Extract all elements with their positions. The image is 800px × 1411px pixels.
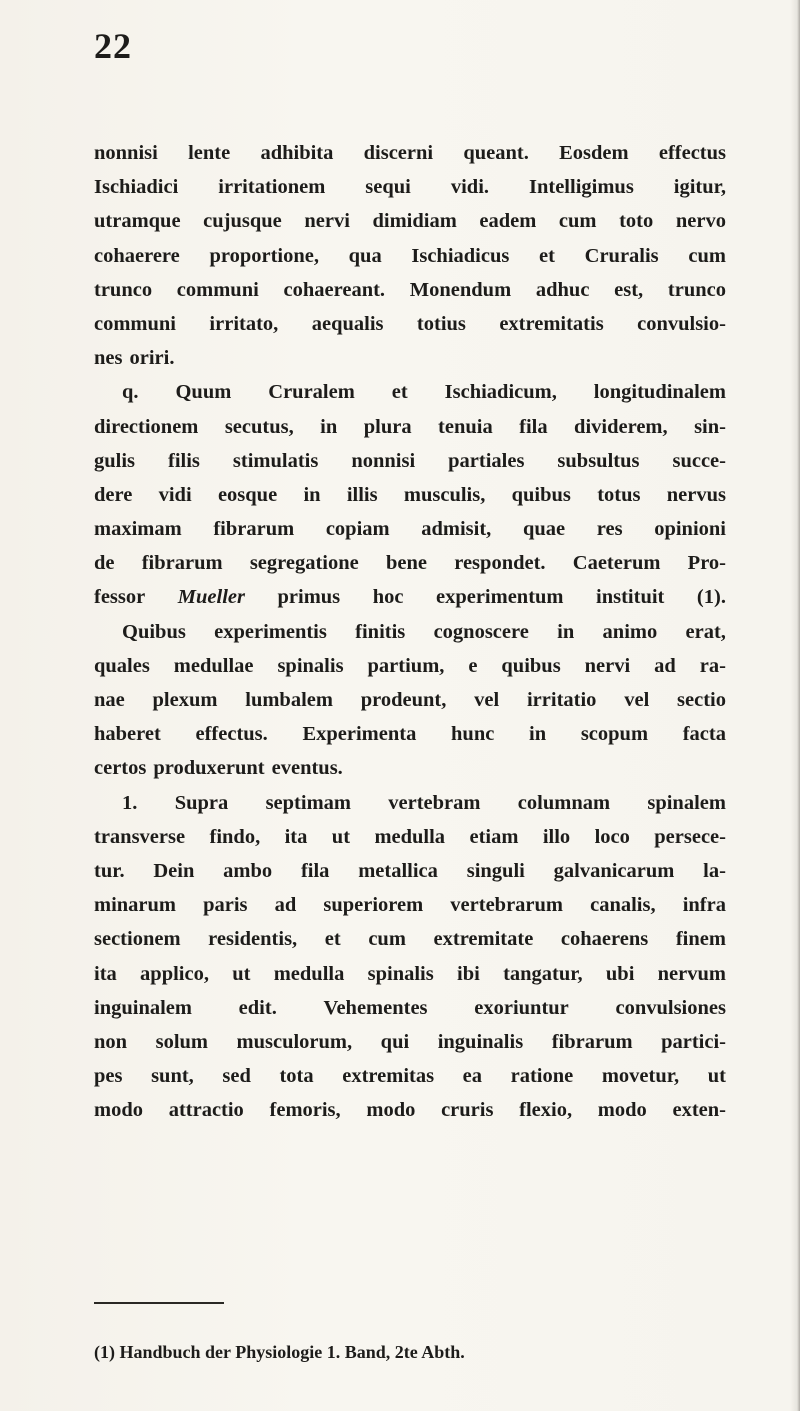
word: etiam bbox=[469, 825, 519, 848]
word: convulsio- bbox=[637, 312, 726, 335]
word: erat, bbox=[685, 620, 726, 643]
word: ita bbox=[284, 825, 308, 848]
word: Ischiadici bbox=[94, 176, 179, 199]
word: Pro- bbox=[687, 552, 726, 575]
word: vidi bbox=[158, 483, 192, 506]
word: tenuia bbox=[438, 415, 493, 438]
word: movetur, bbox=[601, 1065, 680, 1088]
word: solum bbox=[155, 1030, 208, 1053]
word: modo bbox=[366, 1099, 416, 1122]
word: lente bbox=[188, 142, 231, 164]
word: non bbox=[94, 1030, 128, 1053]
word: communi bbox=[94, 312, 176, 335]
word: ratione bbox=[510, 1065, 574, 1088]
word: findo, bbox=[209, 825, 261, 848]
word: Experimenta bbox=[302, 723, 417, 746]
word: Ischiadicum, bbox=[444, 381, 557, 404]
word: tota bbox=[279, 1065, 314, 1088]
word: Mueller bbox=[177, 586, 245, 609]
word: ibi bbox=[457, 962, 480, 985]
word: aequalis bbox=[311, 312, 384, 335]
word: longitudinalem bbox=[593, 381, 726, 404]
word: et bbox=[391, 381, 408, 404]
word: plura bbox=[363, 415, 412, 438]
word: irritationem bbox=[218, 176, 326, 199]
word: instituit bbox=[596, 586, 665, 609]
word: attractio bbox=[168, 1099, 244, 1122]
word: fibrarum bbox=[141, 552, 223, 575]
word: femoris, bbox=[269, 1099, 341, 1122]
word: proportione, bbox=[209, 244, 319, 267]
word: ea bbox=[462, 1065, 483, 1088]
word: experimentum bbox=[435, 586, 564, 609]
word: cohaerens bbox=[560, 928, 649, 951]
word: qui bbox=[380, 1030, 410, 1053]
word: Supra bbox=[174, 791, 229, 814]
word: pes bbox=[94, 1065, 123, 1088]
word: Cruralis bbox=[584, 244, 659, 267]
word: exten- bbox=[672, 1099, 726, 1122]
word: certos bbox=[94, 757, 147, 780]
word: cohaereant. bbox=[283, 278, 386, 301]
word: vertebram bbox=[388, 791, 481, 814]
word: edit. bbox=[238, 996, 277, 1019]
word: musculorum, bbox=[236, 1030, 353, 1053]
word: vel bbox=[474, 689, 500, 711]
word: plexum bbox=[152, 689, 218, 711]
word: spinalem bbox=[647, 791, 726, 814]
word: igitur, bbox=[673, 176, 726, 199]
text-line bbox=[94, 375, 726, 409]
word: trunco bbox=[94, 278, 153, 301]
word: extremitas bbox=[342, 1065, 435, 1088]
text-line bbox=[94, 683, 726, 717]
word: fibrarum bbox=[213, 518, 295, 541]
text-line bbox=[94, 170, 726, 204]
word: Ischiadicus bbox=[411, 244, 510, 267]
word: sin- bbox=[694, 415, 726, 438]
word: vel bbox=[624, 689, 650, 711]
word: nes bbox=[94, 347, 123, 370]
word: irritato, bbox=[209, 312, 279, 335]
word: haberet bbox=[94, 723, 161, 746]
word: sequi bbox=[365, 176, 411, 199]
word: in bbox=[303, 483, 321, 506]
text-line bbox=[94, 888, 726, 922]
word: segregatione bbox=[249, 552, 359, 575]
word: filis bbox=[168, 449, 200, 472]
word: nervus bbox=[666, 483, 726, 506]
word: Vehementes bbox=[323, 996, 428, 1019]
text-line bbox=[94, 580, 726, 614]
word: inguinalem bbox=[94, 996, 192, 1019]
word: ambo bbox=[223, 859, 273, 882]
word: de bbox=[94, 552, 115, 575]
word: sectio bbox=[677, 689, 726, 711]
text-line bbox=[94, 751, 726, 785]
word: spinalis bbox=[277, 654, 344, 677]
word: eventus. bbox=[271, 757, 343, 780]
word: Monendum bbox=[409, 278, 512, 301]
word: minarum bbox=[94, 894, 176, 917]
word: ad bbox=[654, 654, 676, 677]
word: lumbalem bbox=[245, 689, 333, 711]
word: finem bbox=[675, 928, 726, 951]
word: directionem bbox=[94, 415, 199, 438]
word: ut bbox=[331, 825, 351, 848]
word: respondet. bbox=[454, 552, 546, 575]
word: columnam bbox=[517, 791, 611, 814]
word: nervi bbox=[304, 210, 350, 233]
word: fibrarum bbox=[551, 1030, 633, 1053]
word: vertebrarum bbox=[450, 894, 563, 917]
word: loco bbox=[594, 825, 630, 848]
word: Eosdem bbox=[559, 142, 629, 164]
word: primus bbox=[277, 586, 341, 609]
text-line bbox=[94, 820, 726, 854]
word: in bbox=[320, 415, 338, 438]
text-line bbox=[94, 136, 726, 170]
word: irritatio bbox=[526, 689, 597, 711]
word: quibus bbox=[511, 483, 571, 506]
word: subsultus bbox=[557, 449, 640, 472]
word: modo bbox=[597, 1099, 647, 1122]
word: 1. bbox=[122, 791, 138, 814]
word: secutus, bbox=[224, 415, 294, 438]
word: admisit, bbox=[421, 518, 492, 541]
word: et bbox=[539, 244, 555, 267]
word: canalis, bbox=[590, 894, 656, 917]
word: stimulatis bbox=[232, 449, 319, 472]
word: qua bbox=[348, 244, 382, 267]
word: oriri. bbox=[129, 347, 175, 370]
footnote-rule bbox=[94, 1302, 224, 1304]
word: ut bbox=[707, 1065, 726, 1088]
text-line bbox=[94, 854, 726, 888]
word: Cruralem bbox=[268, 381, 355, 404]
word: nae bbox=[94, 689, 125, 711]
word: gulis bbox=[94, 449, 136, 472]
word: maximam bbox=[94, 518, 182, 541]
word: ubi bbox=[605, 962, 635, 985]
word: cujusque bbox=[203, 210, 282, 233]
word: produxerunt bbox=[153, 757, 265, 780]
body-text bbox=[94, 136, 726, 1127]
text-line bbox=[94, 478, 726, 512]
word: Quum bbox=[175, 381, 232, 404]
word: nervi bbox=[584, 654, 631, 677]
word: infra bbox=[682, 894, 726, 917]
text-line bbox=[94, 786, 726, 820]
word: dimidiam bbox=[372, 210, 457, 233]
word: est, bbox=[614, 278, 644, 301]
word: opinioni bbox=[654, 518, 726, 541]
word: singuli bbox=[466, 859, 525, 882]
word: galvanicarum bbox=[553, 859, 675, 882]
word: scopum bbox=[580, 723, 649, 746]
word: toto bbox=[619, 210, 654, 233]
word: animo bbox=[602, 620, 658, 643]
word: dere bbox=[94, 483, 133, 506]
word: cum bbox=[368, 928, 406, 951]
word: q. bbox=[122, 381, 139, 404]
word: nonnisi bbox=[94, 142, 158, 164]
word: ad bbox=[274, 894, 297, 917]
word: applico, bbox=[140, 962, 209, 985]
word: Intelligimus bbox=[529, 176, 634, 199]
word: superiorem bbox=[323, 894, 424, 917]
word: in bbox=[529, 723, 547, 746]
word: nervo bbox=[675, 210, 726, 233]
word: quibus bbox=[501, 654, 561, 677]
word: tur. bbox=[94, 859, 125, 882]
text-line bbox=[94, 512, 726, 546]
word: sunt, bbox=[151, 1065, 194, 1088]
word: septimam bbox=[265, 791, 351, 814]
word: convulsiones bbox=[615, 996, 726, 1019]
word: Quibus bbox=[122, 620, 186, 643]
word: cum bbox=[688, 244, 726, 267]
word: tangatur, bbox=[503, 962, 583, 985]
word: inguinalis bbox=[437, 1030, 524, 1053]
word: illis bbox=[346, 483, 378, 506]
word: facta bbox=[682, 723, 726, 746]
word: cum bbox=[558, 210, 597, 233]
word: spinalis bbox=[367, 962, 434, 985]
word: prodeunt, bbox=[360, 689, 447, 711]
word: Caeterum bbox=[572, 552, 661, 575]
word: flexio, bbox=[519, 1099, 573, 1122]
word: Dein bbox=[153, 859, 195, 882]
word: fila bbox=[300, 859, 330, 882]
word: eosque bbox=[217, 483, 278, 506]
text-line bbox=[94, 1093, 726, 1127]
word: totus bbox=[597, 483, 641, 506]
word: medullae bbox=[173, 654, 254, 677]
word: utramque bbox=[94, 210, 181, 233]
word: adhibita bbox=[260, 142, 334, 164]
text-line bbox=[94, 922, 726, 956]
word: persece- bbox=[654, 825, 726, 848]
word: sectionem bbox=[94, 928, 181, 951]
word: in bbox=[557, 620, 575, 643]
word: dividerem, bbox=[574, 415, 668, 438]
word: musculis, bbox=[403, 483, 486, 506]
word: nervum bbox=[657, 962, 726, 985]
text-line bbox=[94, 615, 726, 649]
text-line bbox=[94, 546, 726, 580]
word: medulla bbox=[374, 825, 446, 848]
word: quales bbox=[94, 654, 150, 677]
word: cruris bbox=[441, 1099, 494, 1122]
word: cognoscere bbox=[433, 620, 529, 643]
text-line bbox=[94, 957, 726, 991]
text-line bbox=[94, 444, 726, 478]
word: exoriuntur bbox=[474, 996, 569, 1019]
word: medulla bbox=[273, 962, 345, 985]
footnote: (1) Handbuch der Physiologie 1. Band, 2te Abth. bbox=[94, 1342, 465, 1362]
text-line bbox=[94, 991, 726, 1025]
word: cohaerere bbox=[94, 244, 180, 267]
word: metallica bbox=[358, 859, 438, 882]
word: sed bbox=[222, 1065, 251, 1088]
word: discerni bbox=[363, 142, 434, 164]
word: la- bbox=[703, 859, 726, 882]
word: extremitate bbox=[433, 928, 534, 951]
word: nonnisi bbox=[351, 449, 416, 472]
word: fessor bbox=[94, 586, 146, 609]
word: effectus bbox=[658, 142, 726, 164]
word: partici- bbox=[661, 1030, 726, 1053]
word: fila bbox=[519, 415, 548, 438]
word: ut bbox=[232, 962, 251, 985]
word: (1). bbox=[696, 586, 726, 609]
word: quae bbox=[522, 518, 566, 541]
page-edge-shadow bbox=[790, 0, 800, 1411]
text-line bbox=[94, 1025, 726, 1059]
word: partium, bbox=[367, 654, 445, 677]
word: ra- bbox=[699, 654, 726, 677]
text-line bbox=[94, 273, 726, 307]
word: effectus. bbox=[195, 723, 268, 746]
word: paris bbox=[203, 894, 248, 917]
text-line bbox=[94, 1059, 726, 1093]
text-line bbox=[94, 307, 726, 341]
word: eadem bbox=[479, 210, 537, 233]
text-line bbox=[94, 649, 726, 683]
word: succe- bbox=[672, 449, 726, 472]
word: adhuc bbox=[535, 278, 590, 301]
word: copiam bbox=[325, 518, 390, 541]
page-number: 22 bbox=[94, 26, 132, 66]
text-line bbox=[94, 341, 726, 375]
word: partiales bbox=[448, 449, 525, 472]
word: modo bbox=[94, 1099, 143, 1122]
text-line bbox=[94, 204, 726, 238]
word: communi bbox=[176, 278, 259, 301]
word: extremitatis bbox=[499, 312, 604, 335]
word: hunc bbox=[451, 723, 495, 746]
text-line bbox=[94, 410, 726, 444]
word: experimentis bbox=[214, 620, 327, 643]
word: res bbox=[596, 518, 623, 541]
word: bene bbox=[386, 552, 427, 575]
word: transverse bbox=[94, 825, 186, 848]
word: queant. bbox=[463, 142, 529, 164]
word: finitis bbox=[355, 620, 406, 643]
word: totius bbox=[416, 312, 466, 335]
word: vidi. bbox=[450, 176, 490, 199]
word: hoc bbox=[372, 586, 404, 609]
word: et bbox=[324, 928, 341, 951]
word: illo bbox=[542, 825, 571, 848]
text-line bbox=[94, 239, 726, 273]
word: e bbox=[468, 654, 478, 677]
word: ita bbox=[94, 962, 117, 985]
word: trunco bbox=[667, 278, 726, 301]
word: residentis, bbox=[208, 928, 298, 951]
text-line bbox=[94, 717, 726, 751]
